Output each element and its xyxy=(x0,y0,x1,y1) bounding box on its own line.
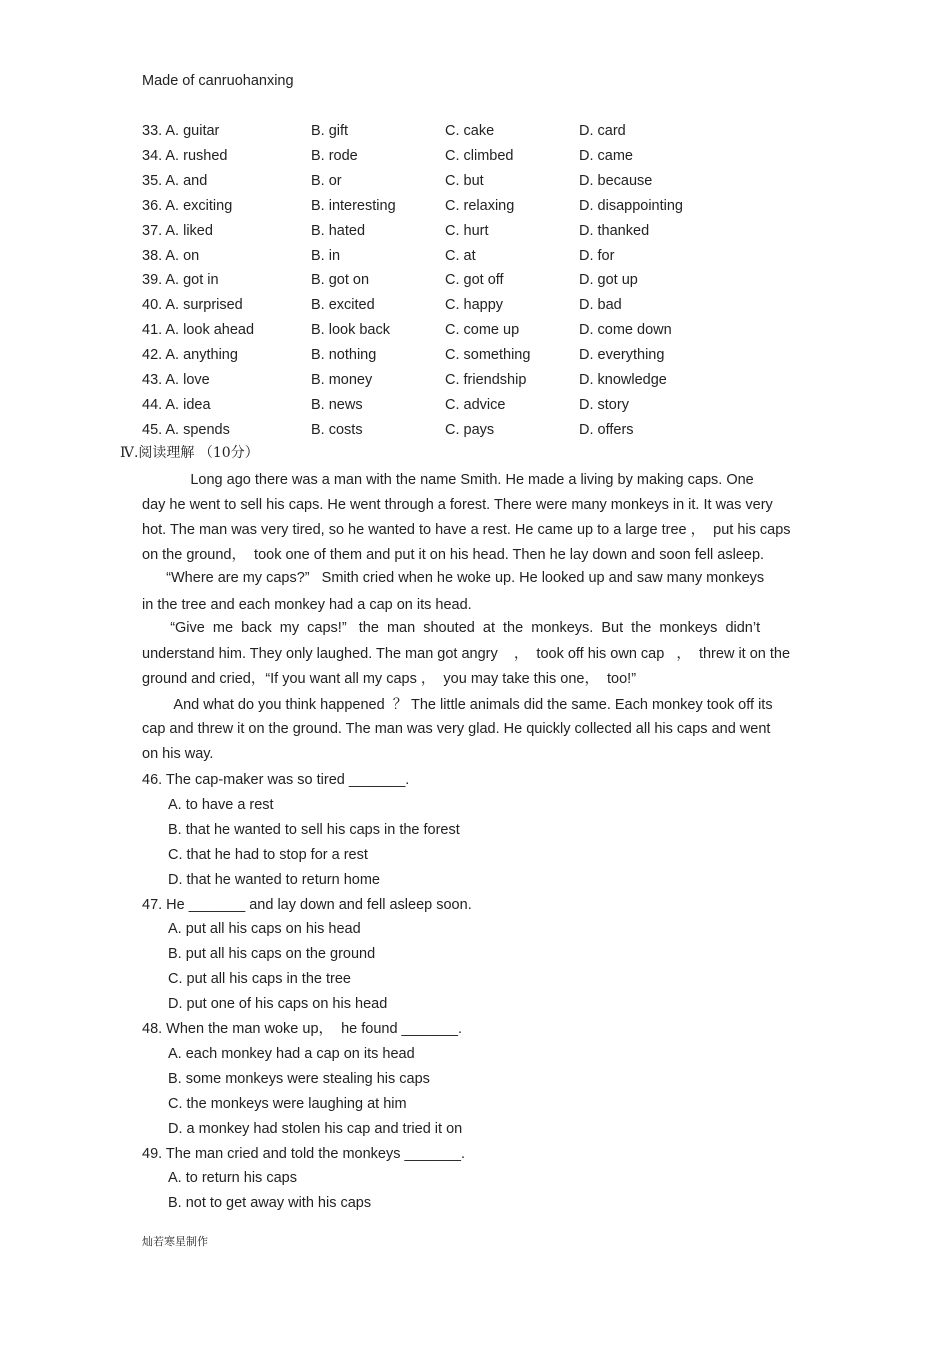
option-item: B. costs xyxy=(311,421,363,438)
option-item: D. thanked xyxy=(579,222,650,239)
option-item: D. got up xyxy=(579,272,638,289)
option-item: 40. A. surprised xyxy=(142,297,243,314)
option-item: C. happy xyxy=(445,297,504,314)
option-item: B. nothing xyxy=(311,347,377,364)
answer-choice: C. that he had to stop for a rest xyxy=(168,846,368,863)
option-item: C. cake xyxy=(445,123,495,139)
option-item: C. at xyxy=(445,247,476,264)
option-item: B. news xyxy=(311,396,363,413)
option-item: D. story xyxy=(579,396,629,413)
answer-choice: C. put all his caps in the tree xyxy=(168,971,351,988)
question-stem: 47. He _______ and lay down and fell asleep soon. xyxy=(142,896,472,913)
option-item: 43. A. love xyxy=(142,372,210,388)
passage-line: And what do you think happened ？ The little animals did the same. Each monkey took off its xyxy=(142,697,773,713)
option-item: 34. A. rushed xyxy=(142,147,228,164)
answer-choice: D. put one of his caps on his head xyxy=(168,996,388,1013)
option-item: C. something xyxy=(445,347,531,364)
answer-choice: A. each monkey had a cap on its head xyxy=(168,1045,415,1062)
option-item: C. advice xyxy=(445,396,506,413)
option-item: C. relaxing xyxy=(445,197,515,214)
option-item: 39. A. got in xyxy=(142,272,219,289)
option-item: D. card xyxy=(579,123,626,139)
option-item: D. offers xyxy=(579,421,634,438)
option-item: B. rode xyxy=(311,147,358,164)
option-item: D. knowledge xyxy=(579,372,667,388)
answer-choice: A. to return his caps xyxy=(168,1170,297,1187)
passage-line: ground and cried，“If you want all my caps ， you may take this one， too!” xyxy=(142,671,637,687)
option-item: B. interesting xyxy=(311,197,396,214)
question-stem: 48. When the man woke up， he found _______. xyxy=(142,1021,463,1037)
option-item: 38. A. on xyxy=(142,247,200,264)
option-item: C. pays xyxy=(445,421,495,438)
option-item: B. got on xyxy=(311,272,370,289)
passage-line: cap and threw it on the ground. The man was very glad. He quickly collected all his caps and went xyxy=(142,721,771,737)
passage-line: Long ago there was a man with the name Smith. He made a living by making caps. One xyxy=(142,472,754,488)
passage-line: in the tree and each monkey had a cap on its head. xyxy=(142,597,472,613)
option-item: 45. A. spends xyxy=(142,421,230,438)
option-item: D. bad xyxy=(579,297,622,314)
option-item: 35. A. and xyxy=(142,172,208,189)
passage-line: hot. The man was very tired, so he wanted to have a rest. He came up to a large tree ， put his caps xyxy=(142,522,791,538)
answer-choice: D. that he wanted to return home xyxy=(168,871,380,888)
option-item: C. got off xyxy=(445,272,504,289)
option-item: 36. A. exciting xyxy=(142,197,233,214)
option-item: B. money xyxy=(311,372,373,388)
answer-choice: C. the monkeys were laughing at him xyxy=(168,1095,407,1112)
passage-line: understand him. They only laughed. The man got angry ， took off his own cap ， threw it on the xyxy=(142,646,791,662)
option-item: C. hurt xyxy=(445,222,489,239)
option-item: B. hated xyxy=(311,222,366,239)
option-item: C. but xyxy=(445,172,484,189)
answer-choice: A. to have a rest xyxy=(168,796,274,813)
answer-choice: A. put all his caps on his head xyxy=(168,921,361,938)
passage-line: “Where are my caps?” Smith cried when he woke up. He looked up and saw many monkeys xyxy=(142,570,765,586)
option-item: 33. A. guitar xyxy=(142,123,220,139)
passage-line: on the ground， took one of them and put it on his head. Then he lay down and soon fell asleep. xyxy=(142,547,765,563)
answer-choice: B. some monkeys were stealing his caps xyxy=(168,1070,430,1087)
option-item: D. everything xyxy=(579,347,665,364)
option-item: 41. A. look ahead xyxy=(142,322,255,339)
option-item: 42. A. anything xyxy=(142,347,238,364)
question-stem: 49. The man cried and told the monkeys _______. xyxy=(142,1145,465,1162)
option-item: C. friendship xyxy=(445,372,527,388)
answer-choice: B. not to get away with his caps xyxy=(168,1195,372,1212)
page-footer: 灿若寒星制作 xyxy=(142,1235,208,1248)
option-item: B. excited xyxy=(311,297,375,314)
answer-choice: D. a monkey had stolen his cap and tried it on xyxy=(168,1120,463,1137)
question-stem: 46. The cap-maker was so tired _______. xyxy=(142,772,410,788)
option-item: D. for xyxy=(579,247,615,264)
option-item: 44. A. idea xyxy=(142,396,211,413)
option-item: C. climbed xyxy=(445,147,514,164)
passage-line: day he went to sell his caps. He went through a forest. There were many monkeys in it. It was very xyxy=(142,497,773,513)
section-title: Ⅳ.阅读理解 （10分） xyxy=(120,445,259,461)
option-item: D. because xyxy=(579,172,653,189)
option-item: D. disappointing xyxy=(579,197,683,214)
passage-line: “Give me back my caps!” the man shouted at the monkeys. But the monkeys didn’t xyxy=(142,620,761,636)
passage-line: on his way. xyxy=(142,746,214,762)
option-item: C. come up xyxy=(445,322,520,339)
option-item: 37. A. liked xyxy=(142,222,213,239)
page-header: Made of canruohanxing xyxy=(142,73,294,89)
option-item: B. or xyxy=(311,172,342,189)
option-item: D. came xyxy=(579,147,633,164)
option-item: B. look back xyxy=(311,322,390,339)
option-item: B. gift xyxy=(311,123,349,139)
option-item: D. come down xyxy=(579,322,672,339)
answer-choice: B. put all his caps on the ground xyxy=(168,946,376,963)
option-item: B. in xyxy=(311,247,341,264)
answer-choice: B. that he wanted to sell his caps in the forest xyxy=(168,821,460,838)
